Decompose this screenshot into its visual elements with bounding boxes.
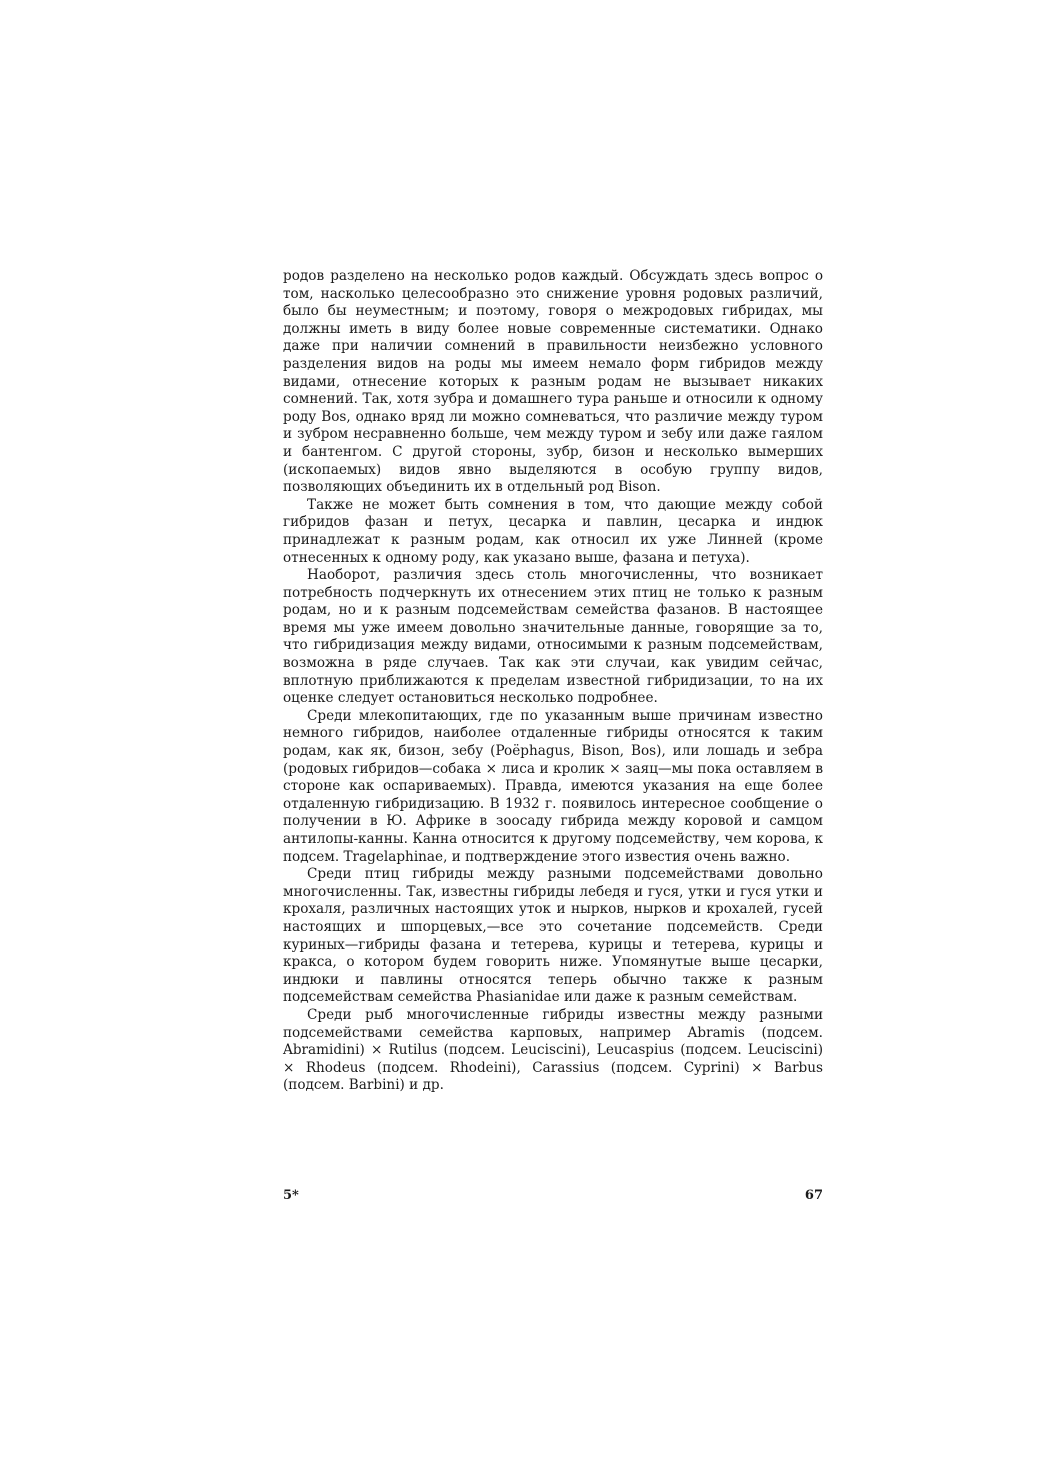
paragraph-6: Среди рыб многочисленные гибриды известны между разными подсемействами семейства карповых, например Abramis (подсем. Abramidini) × Rutilus (подсем. Leuciscini), Leucaspius (подсем. Leuciscini) × Rhodeus (подсем. Rhodeini), Carassius (подсем. Cyprini) × Barbus (подсем. Barbini) и др. xyxy=(283,1006,823,1094)
paragraph-5: Среди птиц гибриды между разными подсемействами довольно многочисленны. Так, известны гибриды лебедя и гуся, утки и гуся утки и крохаля, различных настоящих уток и нырков, нырков и крохалей, гусей настоящих и шпорцевых,—все это сочетание подсемейств. Среди куриных—гибриды фазана и тетерева, курицы и тетерева, курицы и кракса, о котором будем говорить ниже. Упомянутые выше цесарки, индюки и павлины относятся теперь обычно также к разным подсемействам семейства Phasianidae или даже к разным семействам. xyxy=(283,866,823,1006)
paragraph-4: Среди млекопитающих, где по указанным выше причинам известно немного гибридов, наиболее отдаленные гибриды относятся к таким родам, как як, бизон, зебу (Poëphagus, Bison, Bos), или лошадь и зебра (родовых гибридов—собака × лиса и кролик × заяц—мы пока оставляем в стороне как оспариваемых). Правда, имеются указания на еще более отдаленную гибридизацию. В 1932 г. появилось интересное сообщение о получении в Ю. Африке в зоосаду гибрида между коровой и самцом антилопы-канны. Канна относится к другому подсемейству, чем корова, к подсем. Tragelaphinae, и подтверждение этого известия очень важно. xyxy=(283,707,823,865)
page-number: 67 xyxy=(804,1188,823,1203)
signature-mark: 5* xyxy=(283,1188,299,1203)
paragraph-1: родов разделено на несколько родов каждый. Обсуждать здесь вопрос о том, насколько целесообразно это снижение уровня родовых различий, было бы неуместным; и поэтому, говоря о межродовых гибридах, мы должны иметь в виду более новые современные систематики. Однако даже при наличии сомнений в правильности неизбежно условного разделения видов на роды мы имеем немало форм гибридов между видами, отнесение которых к разным родам не вызывает никаких сомнений. Так, хотя зубра и домашнего тура раньше и относили к одному роду Bos, однако вряд ли можно сомневаться, что различие между туром и зубром несравненно больше, чем между туром и зебу или даже гаялом и бантенгом. С другой стороны, зубр, бизон и несколько вымерших (ископаемых) видов явно выделяются в особую группу видов, позволяющих объединить их в отдельный род Bison. xyxy=(283,268,823,496)
page-footer xyxy=(283,1188,823,1208)
body-text xyxy=(283,268,823,1095)
paragraph-3: Наоборот, различия здесь столь многочисленны, что возникает потребность подчеркнуть их отнесением этих птиц не только к разным родам, но и к разным подсемействам семейства фазанов. В настоящее время мы уже имеем довольно значительные данные, говорящие за то, что гибридизация между видами, относимыми к разным подсемействам, возможна в ряде случаев. Так как эти случаи, как увидим сейчас, вплотную приближаются к пределам известной гибридизации, то на их оценке следует остановиться несколько подробнее. xyxy=(283,567,823,707)
paragraph-2: Также не может быть сомнения в том, что дающие между собой гибридов фазан и петух, цесарка и павлин, цесарка и индюк принадлежат к разным родам, как относил их уже Линней (кроме отнесенных к одному роду, как указано выше, фазана и петуха). xyxy=(283,496,823,566)
